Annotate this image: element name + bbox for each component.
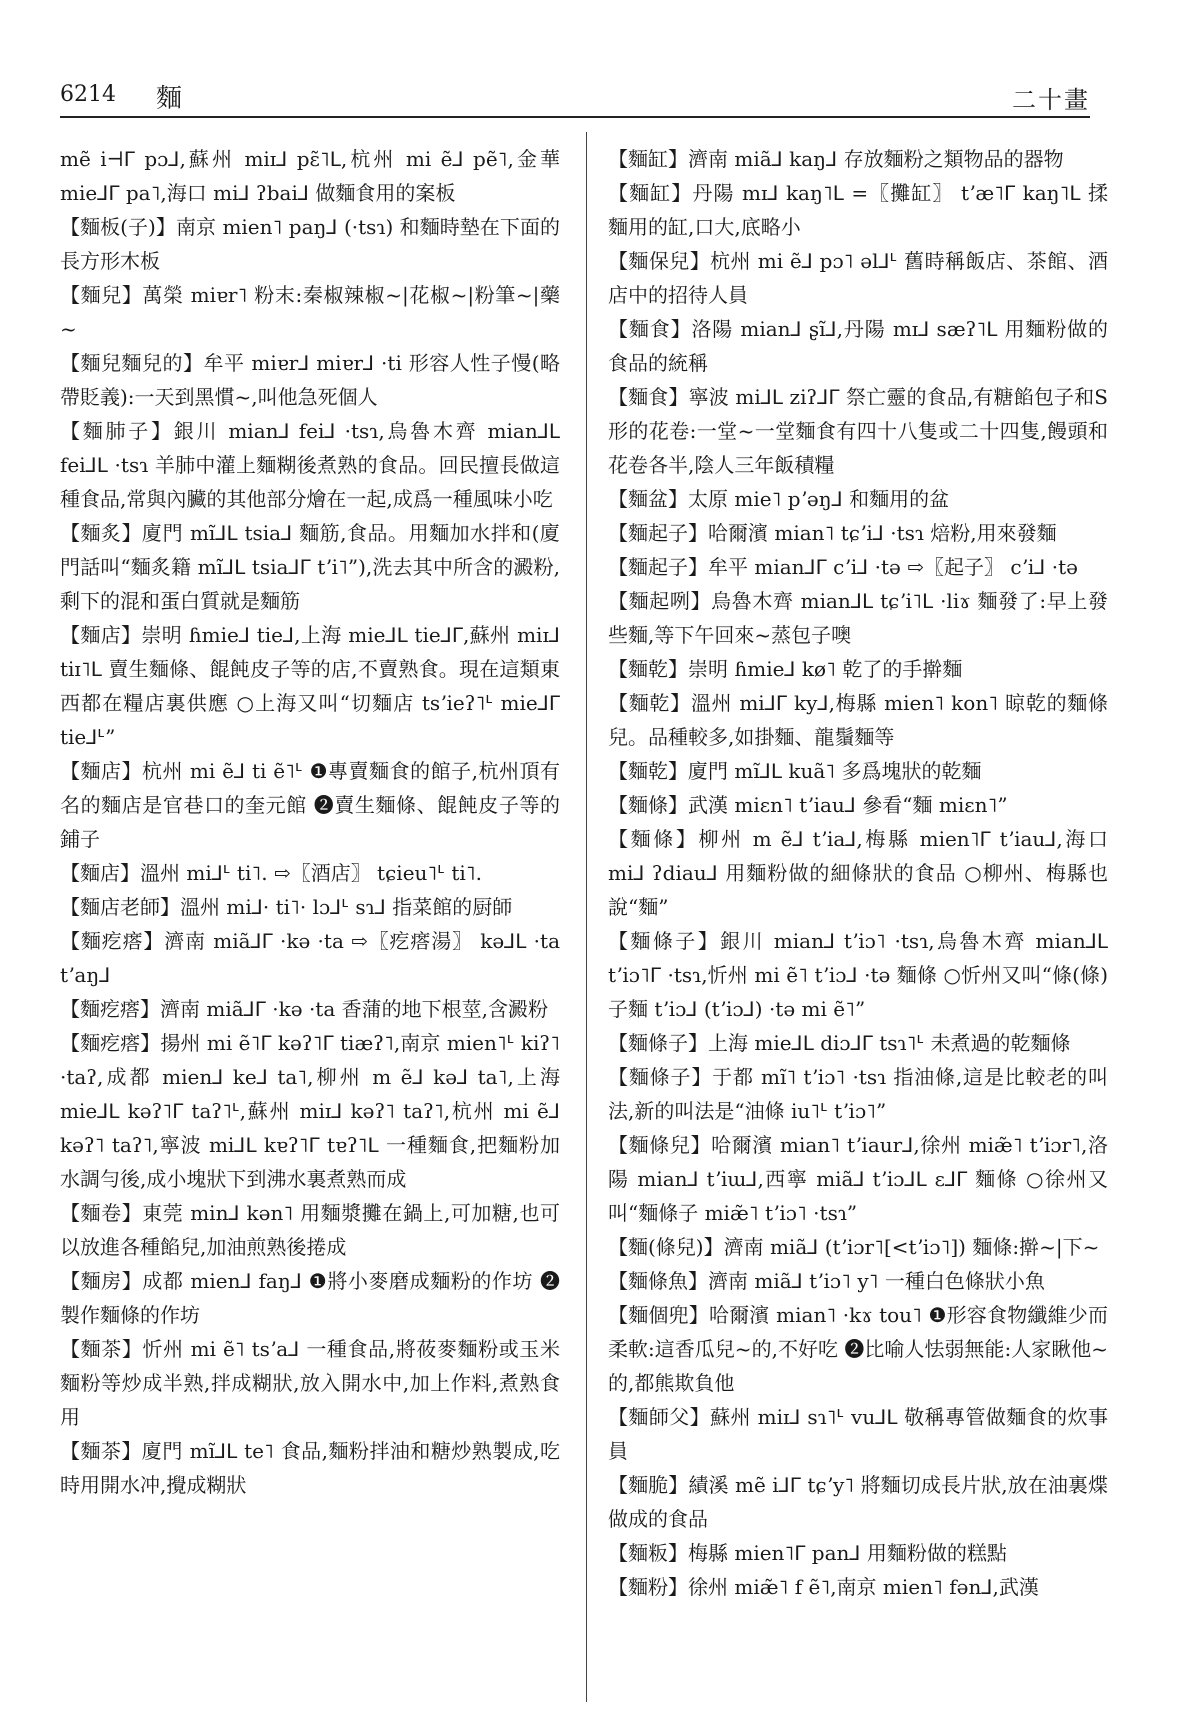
page-number: 6214 <box>60 82 116 107</box>
dictionary-entry: 【麵缸】丹陽 mɪ⅃ kaŋ˥ᒪ =〖攤缸〗 tʼæ˥ᒥ kaŋ˥ᒪ 揉麵用的缸,口大,底略小 <box>608 181 1108 239</box>
dictionary-entry: 【麵房】成都 mien⅃ faŋ⅃ ❶將小麥磨成麵粉的作坊 ❷製作麵條的作坊 <box>60 1269 560 1327</box>
running-head-character: 麵 <box>156 84 183 114</box>
dictionary-entry: 【麵兒】萬榮 miɐr˥ 粉末:秦椒辣椒~|花椒~|粉筆~|藥~ <box>60 283 560 341</box>
column-divider <box>586 132 587 1702</box>
right-column <box>608 142 1108 1702</box>
dictionary-entry: 【麵條】武漢 miɛn˥ tʼiau⅃ 參看“麵 miɛn˥” <box>608 793 1008 817</box>
dictionary-entry: 【麵店】杭州 mi ẽ⅃ ti ẽ˥ᒻ ❶專賣麵食的館子,杭州頂有名的麵店是官巷口的奎元館 ❷賣生麵條、餛飩皮子等的鋪子 <box>60 759 560 851</box>
dictionary-entry: 【麵板(子)】南京 mien˥ paŋ⅃ (·tsɿ) 和麵時墊在下面的長方形木板 <box>60 215 560 273</box>
dictionary-entry: mẽ i⊣ᒥ pɔ⅃,蘇州 miɪ⅃ pɛ̃˥ᒪ,杭州 mi ẽ⅃ pẽ˥,金華 mie⅃ᒥ pa˥,海口 mi⅃ ʔbai⅃ 做麵食用的案板 <box>60 147 560 205</box>
dictionary-entry: 【麵缸】濟南 miã⅃ kaŋ⅃ 存放麵粉之類物品的器物 <box>608 147 1064 171</box>
dictionary-entry: 【麵店老師】溫州 mi⅃· ti˥· lɔ⅃ᒻ sɿ⅃ 指菜館的厨師 <box>60 895 513 919</box>
dictionary-entry: 【麵食】寧波 mi⅃ᒪ ziʔ⅃ᒥ 祭亡靈的食品,有糖餡包子和S形的花卷:一堂~一堂麵食有四十八隻或二十四隻,饅頭和花卷各半,陰人三年飯積糧 <box>608 385 1108 477</box>
dictionary-entry: 【麵店】崇明 ɦmie⅃ tie⅃,上海 mie⅃ᒪ tie⅃ᒥ,蘇州 miɪ⅃ tiɪ˥ᒪ 賣生麵條、餛飩皮子等的店,不賣熟食。現在這類東西都在糧店裏供應 ○上海又叫“切麵店 tsʼieʔ˥ᒻ mie⅃ᒥ tie⅃ᒻ” <box>60 623 560 749</box>
dictionary-entry: 【麵粉】徐州 miæ̃˥ f ẽ˥,南京 mien˥ fən⅃,武漢 <box>608 1575 1039 1599</box>
dictionary-entry: 【麵疙瘩】揚州 mi ẽ˥ᒥ kəʔ˥ᒥ tiæʔ˥,南京 mien˥ᒻ kiʔ˥ ·taʔ,成都 mien⅃ ke⅃ ta˥,柳州 m ẽ⅃ kə⅃ ta˥,上海 mie⅃ᒪ kəʔ˥ᒥ taʔ˥ᒻ,蘇州 miɪ⅃ kəʔ˥ taʔ˥,杭州 mi ẽ⅃ kəʔ˥ taʔ˥,寧波 mi⅃ᒪ kɐʔ˥ᒥ tɐʔ˥ᒪ 一種麵食,把麵粉加水調勻後,成小塊狀下到沸水裏煮熟而成 <box>60 1031 560 1191</box>
dictionary-entry: 【麵條魚】濟南 miã⅃ tʼiɔ˥ y˥ 一種白色條狀小魚 <box>608 1269 1045 1293</box>
dictionary-entry: 【麵茶】廈門 mĩ⅃ᒪ te˥ 食品,麵粉拌油和糖炒熟製成,吃時用開水冲,攪成糊狀 <box>60 1439 560 1497</box>
dictionary-entry: 【麵(條兒)】濟南 miã⅃ (tʼiɔr˥[<tʼiɔ˥]) 麵條:擀~|下~ <box>608 1235 1100 1259</box>
dictionary-entry: 【麵起子】牟平 mian⅃ᒥ cʼi⅃ ·tə ⇨〖起子〗 cʼi⅃ ·tə <box>608 555 1079 579</box>
dictionary-entry: 【麵條子】銀川 mian⅃ tʼiɔ˥ ·tsɿ,烏魯木齊 mian⅃ᒪ tʼiɔ˥ᒥ ·tsɿ,忻州 mi ẽ˥ tʼiɔ⅃ ·tə 麵條 ○忻州又叫“條(條)子麵 tʼiɔ⅃ (tʼiɔ⅃) ·tə mi ẽ˥” <box>608 929 1108 1021</box>
dictionary-entry: 【麵脆】績溪 mẽ i⅃ᒥ tɕʼy˥ 將麵切成長片狀,放在油裏煠做成的食品 <box>608 1473 1108 1531</box>
dictionary-entry: 【麵卷】東莞 min⅃ kən˥ 用麵漿攤在鍋上,可加糖,也可以放進各種餡兒,加油煎熟後捲成 <box>60 1201 560 1259</box>
dictionary-entry: 【麵茶】忻州 mi ẽ˥ tsʼa⅃ 一種食品,將莜麥麵粉或玉米麵粉等炒成半熟,拌成糊狀,放入開水中,加上作料,煮熟食用 <box>60 1337 560 1429</box>
dictionary-entry: 【麵疙瘩】濟南 miã⅃ᒥ ·kə ·ta ⇨〖疙瘩湯〗 kə⅃ᒪ ·ta tʼaŋ⅃ <box>60 929 560 987</box>
dictionary-entry: 【麵條子】上海 mie⅃ᒪ diɔ⅃ᒥ tsɿ˥ᒻ 未煮過的乾麵條 <box>608 1031 1071 1055</box>
left-column <box>60 142 560 1702</box>
dictionary-entry: 【麵兒麵兒的】牟平 miɐr⅃ miɐr⅃ ·ti 形容人性子慢(略帶貶義):一天到黑慣~,叫他急死個人 <box>60 351 560 409</box>
dictionary-entry: 【麵店】溫州 mi⅃ᒻ ti˥. ⇨〖酒店〗 tɕieu˥ᒻ ti˥. <box>60 861 483 885</box>
dictionary-entry: 【麵乾】溫州 mi⅃ᒥ ky⅃,梅縣 mien˥ kon˥ 晾乾的麵條兒。品種較多,如掛麵、龍鬚麵等 <box>608 691 1108 749</box>
dictionary-entry: 【麵盆】太原 mie˥ pʼəŋ⅃ 和麵用的盆 <box>608 487 950 511</box>
dictionary-entry: 【麵乾】崇明 ɦmie⅃ kø˥ 乾了的手擀麵 <box>608 657 963 681</box>
dictionary-entry: 【麵粄】梅縣 mien˥ᒥ pan⅃ 用麵粉做的糕點 <box>608 1541 1007 1565</box>
dictionary-entry: 【麵師父】蘇州 miɪ⅃ sɿ˥ᒻ vu⅃ᒪ 敬稱專管做麵食的炊事員 <box>608 1405 1108 1463</box>
dictionary-entry: 【麵條兒】哈爾濱 mian˥ tʼiaur⅃,徐州 miæ̃˥ tʼiɔr˥,洛陽 mian⅃ tʼiɯ⅃,西寧 miã⅃ tʼiɔ⅃ᒪ ɛ⅃ᒥ 麵條 ○徐州又叫“麵條子 miæ̃˥ tʼiɔ˥ ·tsɿ” <box>608 1133 1108 1225</box>
dictionary-entry: 【麵個兜】哈爾濱 mian˥ ·kɤ tou˥ ❶形容食物纖維少而柔軟:這香瓜兒~的,不好吃 ❷比喻人怯弱無能:人家瞅他~的,都熊欺負他 <box>608 1303 1108 1395</box>
dictionary-entry: 【麵食】洛陽 mian⅃ ʂĩ⅃,丹陽 mɪ⅃ sæʔ˥ᒪ 用麵粉做的食品的統稱 <box>608 317 1108 375</box>
page-header <box>60 72 1090 118</box>
dictionary-entry: 【麵乾】廈門 mĩ⅃ᒪ kuã˥ 多爲塊狀的乾麵 <box>608 759 982 783</box>
dictionary-entry: 【麵條】柳州 m ẽ⅃ tʼia⅃,梅縣 mien˥ᒥ tʼiau⅃,海口 mi⅃ ʔdiau⅃ 用麵粉做的細條狀的食品 ○柳州、梅縣也說“麵” <box>608 827 1108 919</box>
dictionary-entry: 【麵條子】于都 mĩ˥ tʼiɔ˥ ·tsɿ 指油條,這是比較老的叫法,新的叫法是“油條 iu˥ᒻ tʼiɔ˥” <box>608 1065 1108 1123</box>
dictionary-entry: 【麵肺子】銀川 mian⅃ fei⅃ ·tsɿ,烏魯木齊 mian⅃ᒪ fei⅃ᒪ ·tsɿ 羊肺中灌上麵糊後煮熟的食品。回民擅長做這種食品,常與內臟的其他部分燴在一起,成爲一種風味小吃 <box>60 419 560 511</box>
dictionary-entry: 【麵起咧】烏魯木齊 mian⅃ᒪ tɕʼi˥ᒪ ·liɤ 麵發了:早上發些麵,等下午回來~蒸包子噢 <box>608 589 1108 647</box>
dictionary-entry: 【麵炙】廈門 mĩ⅃ᒪ tsia⅃ 麵筋,食品。用麵加水拌和(廈門話叫“麵炙籍 mĩ⅃ᒪ tsia⅃ᒥ tʼi˥”),洗去其中所含的澱粉,剩下的混和蛋白質就是麵筋 <box>60 521 560 613</box>
dictionary-entry: 【麵起子】哈爾濱 mian˥ tɕʼi⅃ ·tsɿ 焙粉,用來發麵 <box>608 521 1057 545</box>
dictionary-entry: 【麵疙瘩】濟南 miã⅃ᒥ ·kə ·ta 香蒲的地下根莖,含澱粉 <box>60 997 548 1021</box>
dictionary-entry: 【麵保兒】杭州 mi ẽ⅃ pɔ˥ əl⅃ᒻ 舊時稱飯店、茶館、酒店中的招待人員 <box>608 249 1108 307</box>
stroke-count-label: 二十畫 <box>1012 86 1090 114</box>
